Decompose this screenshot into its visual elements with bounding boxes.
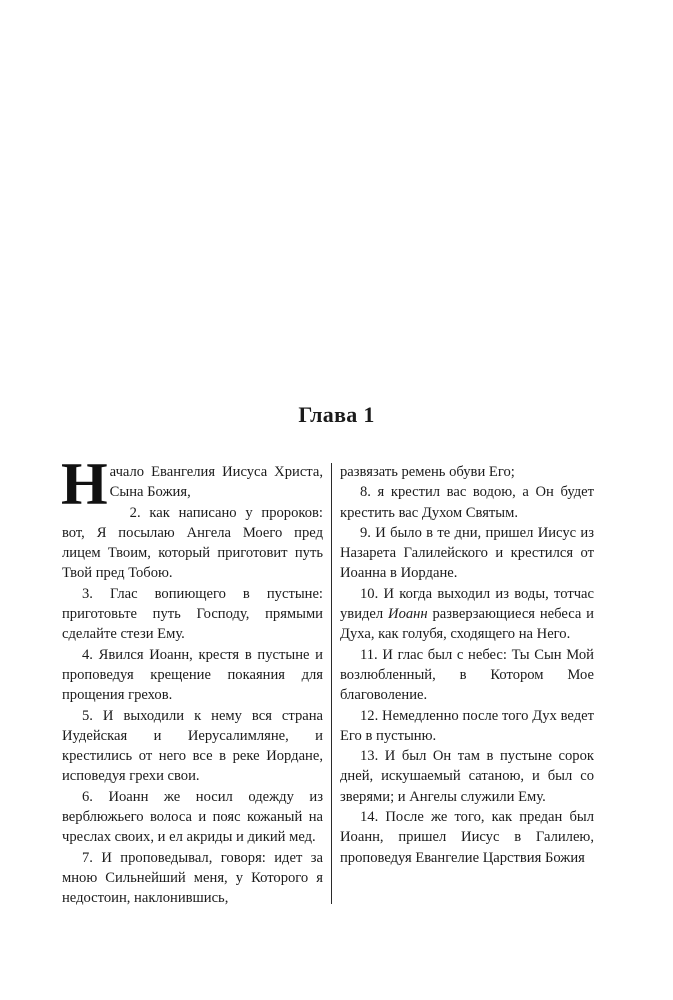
verse-7-continuation: развязать ремень обуви Его; [340,464,515,480]
verse-5: 5. И выходили к нему вся страна Иудейская и Иерусалимляне, и крестились от него все в реке Иордане, исповедуя грехи свои. [62,707,323,785]
right-column [340,462,594,868]
verse-1-text: ачало Евангелия Иисуса Христа, Сына Божия, [109,464,323,501]
chapter-title: Глава 1 [298,402,375,427]
verse-7: 7. И проповедывал, говоря: идет за мною Сильнейший меня, у Которого я недостоин, наклонившись, [62,849,323,907]
left-column [61,451,323,909]
verse-6: 6. Иоанн же носил одежду из верблюжьего волоса и пояс кожаный на чреслах своих, и ел акриды и дикий мед. [62,788,323,846]
verse-11: 11. И глас был с небес: Ты Сын Мой возлюбленный, в Котором Мое благоволение. [340,646,594,704]
verse-14: 14. После же того, как предан был Иоанн, пришел Иисус в Галилею, проповедуя Евангелие Царствия Божия [340,809,594,866]
verse-2: 2. как написано у пророков: вот, Я посылаю Ангела Моего пред лицем Твоим, который приготовит путь Твой пред Тобою. [62,504,323,582]
verse-13: 13. И был Он там в пустыне сорок дней, искушаемый сатаною, и был со зверями; и Ангелы служили Ему. [340,748,594,805]
verse-4: 4. Явился Иоанн, крестя в пустыне и проповедуя крещение покаяния для прощения грехов. [62,646,323,704]
verse-3: 3. Глас вопиющего в пустыне: приготовьте путь Господу, прямыми сделайте стези Ему. [62,585,323,643]
verse-12: 12. Немедленно после того Дух ведет Его в пустыню. [340,707,594,744]
verse-8: 8. я крестил вас водою, а Он будет крестить вас Духом Святым. [340,484,594,521]
verse-9: 9. И было в те дни, пришел Иисус из Назарета Галилейского и крестился от Иоанна в Иордане. [340,524,594,582]
verse-10-text-before: 10. И когда выходил из воды, тотчас увидел [340,585,594,623]
drop-cap-initial: Н [61,451,108,517]
verse-10-italic: Иоанн [388,606,428,623]
verse-10-text-after: разверзающиеся небеса и Духа, как голубя, сходящего на Него. [340,606,594,643]
verse-1 [61,451,323,517]
verse-10 [340,584,594,645]
column-divider [331,463,332,904]
